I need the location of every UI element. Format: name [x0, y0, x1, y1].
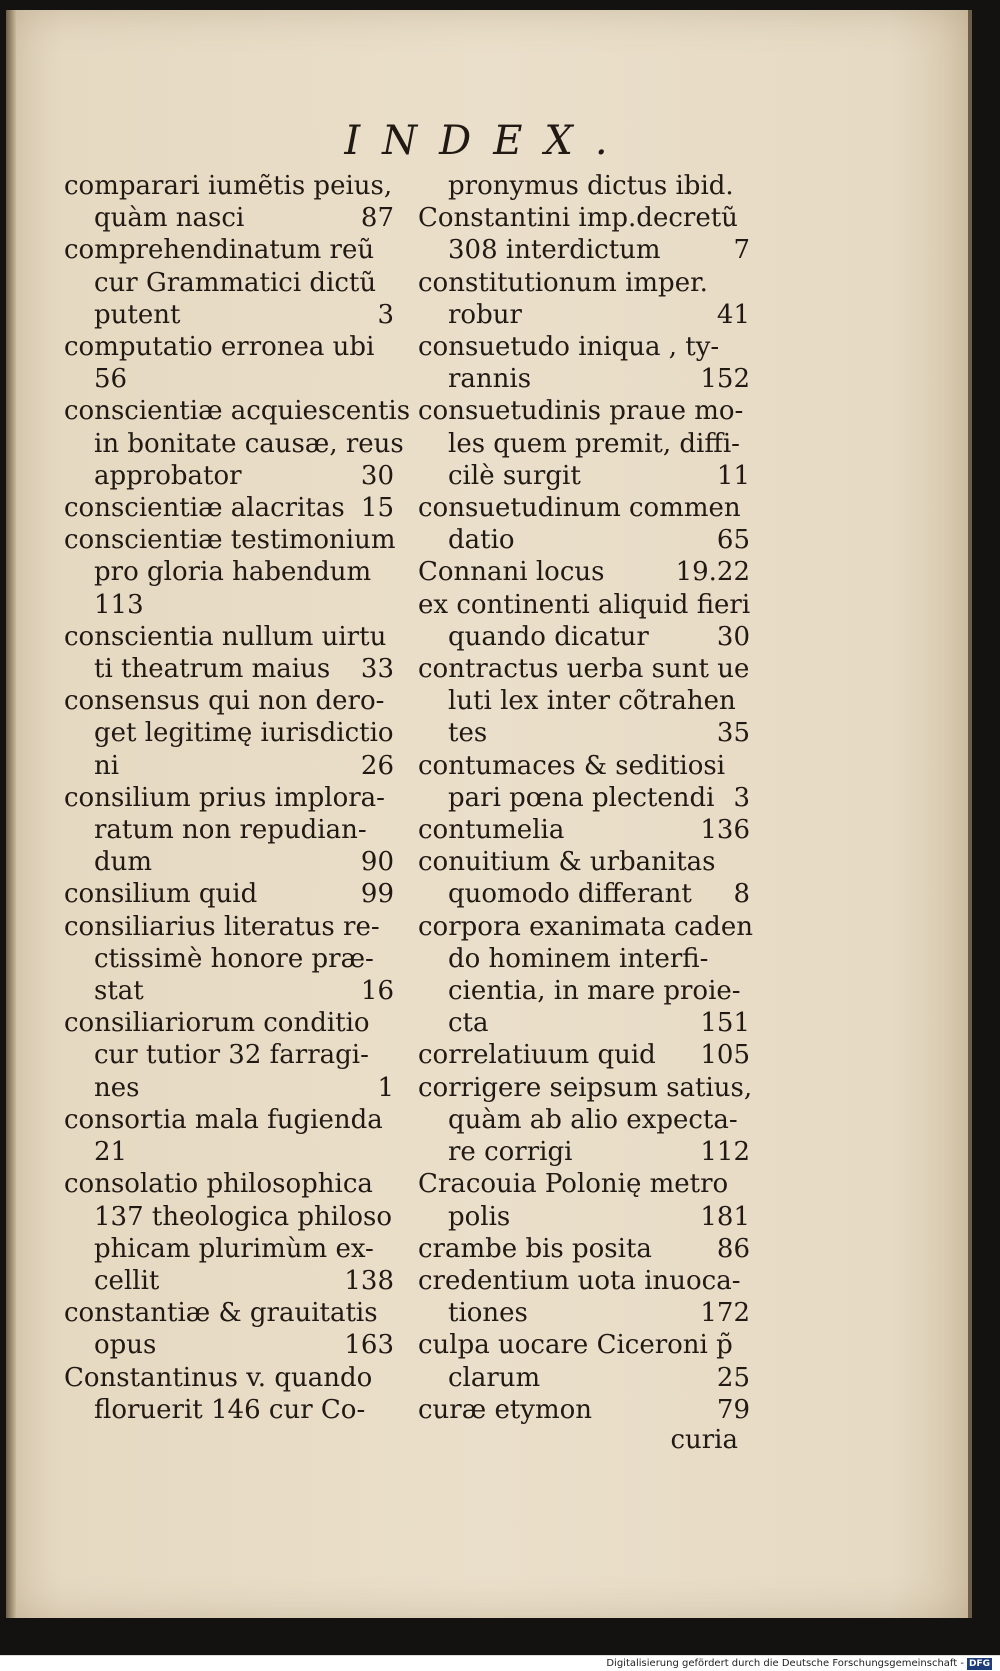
entry-text: tes: [448, 718, 488, 749]
page-reference: 33: [360, 654, 394, 685]
entry-text: dum: [94, 847, 153, 878]
page-reference: 163: [344, 1330, 394, 1361]
entry-text: pro gloria habendum: [94, 557, 372, 588]
entry-text: consolatio philosophica: [64, 1169, 373, 1200]
entry-line: [418, 685, 750, 717]
entry-line: [418, 782, 750, 814]
entry-text: constantiæ & grauitatis: [64, 1298, 378, 1329]
entry-line: [418, 911, 753, 943]
page-reference: 30: [716, 621, 750, 652]
entry-text: quàm ab alio expecta-: [448, 1104, 738, 1135]
entry-line: [418, 1072, 753, 1104]
entry-text: cientia, in mare proie-: [448, 976, 741, 1007]
entry-text: ni: [94, 750, 120, 781]
entry-text: tiones: [448, 1298, 528, 1329]
entry-line: [64, 846, 394, 878]
entry-text: comprehendinatum reũ: [64, 235, 375, 266]
entry-text: clarum: [448, 1362, 541, 1393]
entry-line: [418, 1265, 750, 1297]
entry-text: ex continenti aliquid fieri: [418, 589, 751, 620]
entry-line: [64, 556, 394, 588]
entry-text: consilium quid: [64, 879, 258, 910]
entry-text: consuetudinis praue mo-: [418, 396, 744, 427]
page-reference: 99: [360, 879, 394, 910]
entry-text: consuetudinum commen: [418, 493, 741, 524]
index-entry: [64, 1104, 394, 1168]
index-entry: [64, 911, 394, 1008]
page-gutter-edge: [6, 10, 16, 1618]
funding-credit: [606, 1656, 992, 1671]
entry-text: floruerit 146 cur Co-: [94, 1394, 366, 1425]
entry-text: get legitimę iurisdictio: [94, 718, 394, 749]
entry-text: pronymus dictus ibid.: [448, 171, 734, 201]
entry-line: [418, 975, 750, 1007]
index-entry: [418, 1265, 750, 1329]
entry-text: consuetudo iniqua , ty-: [418, 332, 720, 363]
entry-line: [64, 685, 394, 717]
index-entry: [64, 621, 394, 685]
entry-line: [64, 911, 394, 943]
entry-line: [418, 1201, 750, 1233]
entry-line: [64, 331, 394, 363]
index-column-right: [418, 170, 753, 1426]
entry-text: conscientiæ acquiescentis: [64, 396, 411, 427]
entry-line: [64, 428, 404, 460]
entry-line: [64, 170, 394, 202]
page-reference: 8: [733, 879, 750, 910]
entry-text: rannis: [448, 364, 532, 395]
entry-text: correlatiuum quid: [418, 1040, 656, 1071]
index-column-left: [64, 170, 411, 1426]
entry-text: contractus uerba sunt ue: [418, 654, 750, 685]
entry-line: [418, 814, 750, 846]
entry-text: corrigere seipsum satius,: [418, 1072, 753, 1103]
page-reference: 3: [377, 299, 394, 330]
page-reference: 41: [716, 299, 750, 330]
entry-text: conscientia nullum uirtu: [64, 621, 387, 652]
entry-text: 113: [94, 589, 144, 620]
entry-line: [418, 1394, 750, 1426]
funding-credit-text: Digitalisierung gefördert durch die Deutsche Forschungsgemeinschaft -: [606, 1658, 964, 1669]
entry-line: [418, 1362, 750, 1394]
entry-text: consiliariorum conditio: [64, 1008, 370, 1039]
entry-line: [418, 653, 750, 685]
entry-text: quomodo differant: [448, 879, 692, 910]
entry-text: phicam plurimùm ex-: [94, 1233, 374, 1264]
entry-line: [64, 1039, 394, 1071]
entry-text: cur tutior 32 farragi-: [94, 1040, 369, 1071]
index-entry: [418, 653, 750, 750]
index-entry: [418, 331, 750, 395]
dfg-logo: DFG: [968, 1658, 990, 1669]
entry-text: ti theatrum maius: [94, 654, 331, 685]
index-entry: [418, 1233, 750, 1265]
entry-line: [64, 878, 394, 910]
index-entry: [418, 556, 750, 588]
entry-line: [64, 621, 394, 653]
page-reference: 112: [700, 1137, 750, 1168]
page-reference: 15: [360, 493, 394, 524]
entry-text: cilè surgit: [448, 460, 581, 491]
entry-line: [418, 1039, 750, 1071]
page-reference: 3: [733, 782, 750, 813]
index-entry: [64, 782, 394, 879]
entry-text: putent: [94, 299, 181, 330]
index-entry: [418, 846, 750, 910]
entry-text: curæ etymon: [418, 1394, 593, 1425]
page-reference: 25: [716, 1362, 750, 1393]
entry-text: contumaces & seditiosi: [418, 750, 726, 781]
page-reference: 26: [360, 750, 394, 781]
entry-line: [64, 524, 394, 556]
entry-line: [418, 1329, 750, 1361]
entry-text: do hominem interfi-: [448, 943, 709, 974]
entry-text: 21: [94, 1137, 128, 1168]
page-reference: 105: [700, 1040, 750, 1071]
entry-line: [418, 331, 750, 363]
page-reference: 86: [716, 1233, 750, 1264]
page-header: INDEX.: [344, 118, 630, 164]
entry-line: [64, 975, 394, 1007]
entry-line: [418, 234, 750, 266]
entry-line: [418, 299, 750, 331]
entry-text: approbator: [94, 460, 242, 491]
entry-line: [418, 492, 750, 524]
page-reference: 151: [700, 1008, 750, 1039]
catchword: curia: [670, 1425, 738, 1455]
entry-text: conuitium & urbanitas: [418, 847, 716, 878]
entry-line: [418, 460, 750, 492]
page-reference: 136: [700, 815, 750, 846]
index-entry: [418, 1329, 750, 1393]
entry-text: ratum non repudian-: [94, 815, 367, 846]
entry-text: Connani locus: [418, 557, 605, 588]
page-reference: 79: [716, 1394, 750, 1425]
entry-line: [64, 267, 394, 299]
entry-text: quando dicatur: [448, 621, 649, 652]
index-entry: [64, 524, 394, 621]
entry-line: [64, 460, 394, 492]
entry-text: luti lex inter cõtrahen: [448, 686, 736, 717]
entry-line: [418, 1297, 750, 1329]
entry-line: [418, 395, 750, 427]
entry-line: [64, 814, 394, 846]
entry-line: [64, 1394, 394, 1426]
entry-line: [64, 1007, 394, 1039]
entry-text: nes: [94, 1072, 140, 1103]
entry-line: [418, 1233, 750, 1265]
entry-text: les quem premit, diffi-: [448, 428, 740, 459]
page-reference: 30: [360, 460, 394, 491]
entry-line: [64, 395, 411, 427]
index-entry: [64, 170, 394, 234]
entry-text: Constantinus v. quando: [64, 1362, 373, 1393]
page-reference: 138: [344, 1265, 394, 1296]
index-entry: [64, 492, 394, 524]
page-reference: 35: [716, 718, 750, 749]
entry-line: [418, 621, 750, 653]
index-entry: [418, 1039, 750, 1071]
entry-line: [418, 1168, 750, 1200]
entry-line: [64, 653, 394, 685]
index-entry: [64, 878, 394, 910]
footer-bar: [0, 1655, 1000, 1671]
index-entry: [418, 814, 750, 846]
entry-line: [64, 1201, 394, 1233]
entry-line: [418, 170, 750, 202]
entry-text: constitutionum imper.: [418, 267, 708, 298]
entry-text: cur Grammatici dictũ: [94, 267, 377, 298]
entry-line: [64, 782, 394, 814]
entry-line: [418, 428, 750, 460]
entry-text: cta: [448, 1008, 489, 1039]
entry-text: stat: [94, 976, 144, 1007]
entry-line: [64, 1136, 394, 1168]
entry-text: re corrigi: [448, 1137, 573, 1168]
entry-text: consiliarius literatus re-: [64, 911, 380, 942]
book-page: [6, 10, 972, 1618]
page-reference: 181: [700, 1201, 750, 1232]
entry-text: 137 theologica philoso: [94, 1201, 393, 1232]
entry-text: consortia mala fugienda: [64, 1104, 383, 1135]
index-entry: [418, 1168, 750, 1232]
entry-line: [64, 1362, 394, 1394]
entry-text: in bonitate causæ, reus: [94, 428, 404, 459]
index-entry: [418, 911, 753, 1040]
index-entry: [64, 685, 394, 782]
entry-text: comparari iumẽtis peius,: [64, 171, 393, 201]
entry-line: [64, 1104, 394, 1136]
index-entry: [418, 1394, 750, 1426]
entry-line: [64, 1233, 394, 1265]
page-reference: 19.22: [675, 557, 750, 588]
entry-line: [64, 717, 394, 749]
index-entry: [418, 1072, 753, 1169]
entry-line: [64, 363, 394, 395]
index-entry: [418, 589, 750, 653]
index-entry: [64, 331, 394, 395]
entry-line: [418, 943, 750, 975]
entry-text: ctissimè honore præ-: [94, 943, 374, 974]
entry-text: polis: [448, 1201, 511, 1232]
entry-line: [64, 589, 394, 621]
entry-text: conscientiæ testimonium: [64, 525, 396, 556]
entry-text: conscientiæ alacritas: [64, 493, 345, 524]
entry-text: 308 interdictum: [448, 235, 661, 266]
entry-text: Constantini imp.decretũ: [418, 203, 738, 234]
page-reference: 1: [377, 1072, 394, 1103]
page-reference: 90: [360, 847, 394, 878]
index-entry: [418, 750, 750, 814]
entry-line: [64, 1329, 394, 1361]
index-entry: [64, 234, 394, 331]
entry-text: opus: [94, 1330, 157, 1361]
entry-line: [64, 234, 394, 266]
entry-line: [64, 1297, 394, 1329]
entry-line: [418, 524, 750, 556]
entry-text: consilium prius implora-: [64, 782, 385, 813]
index-entry: [418, 395, 750, 492]
entry-text: consensus qui non dero-: [64, 686, 385, 717]
entry-line: [418, 1104, 750, 1136]
entry-text: crambe bis posita: [418, 1233, 652, 1264]
entry-line: [418, 878, 750, 910]
entry-line: [64, 1168, 394, 1200]
page-reference: 7: [733, 235, 750, 266]
page-reference: 87: [360, 203, 394, 234]
entry-text: robur: [448, 299, 522, 330]
entry-line: [418, 202, 750, 234]
entry-text: Cracouia Polonię metro: [418, 1169, 729, 1200]
entry-text: pari pœna plectendi: [448, 782, 715, 813]
entry-line: [64, 1072, 394, 1104]
entry-line: [64, 299, 394, 331]
entry-text: cellit: [94, 1265, 160, 1296]
entry-line: [418, 267, 750, 299]
entry-line: [64, 750, 394, 782]
entry-line: [64, 492, 394, 524]
index-entry: [418, 492, 750, 556]
index-entry: [64, 1362, 394, 1426]
index-entry: [418, 267, 750, 331]
index-entry: [64, 1007, 394, 1104]
entry-text: credentium uota inuoca-: [418, 1265, 741, 1296]
index-entry: [418, 202, 750, 266]
entry-text: 56: [94, 364, 128, 395]
entry-line: [418, 717, 750, 749]
index-entry: [64, 1168, 394, 1297]
entry-line: [64, 1265, 394, 1297]
entry-line: [418, 1136, 750, 1168]
page-reference: 16: [360, 976, 394, 1007]
entry-line: [418, 589, 750, 621]
entry-line: [64, 943, 394, 975]
entry-text: contumelia: [418, 815, 565, 846]
entry-text: computatio erronea ubi: [64, 332, 375, 363]
index-entry: [64, 395, 411, 492]
entry-line: [418, 556, 750, 588]
entry-line: [418, 846, 750, 878]
entry-line: [418, 363, 750, 395]
entry-text: quàm nasci: [94, 203, 245, 234]
entry-line: [64, 202, 394, 234]
entry-text: datio: [448, 525, 515, 556]
page-reference: 65: [716, 525, 750, 556]
entry-text: corpora exanimata caden: [418, 911, 753, 942]
page-reference: 152: [700, 364, 750, 395]
entry-line: [418, 750, 750, 782]
index-entry: [64, 1297, 394, 1361]
index-entry: [418, 170, 750, 202]
entry-text: culpa uocare Ciceroni p̃: [418, 1330, 733, 1361]
page-reference: 172: [700, 1298, 750, 1329]
page-reference: 11: [716, 460, 750, 491]
entry-line: [418, 1007, 750, 1039]
